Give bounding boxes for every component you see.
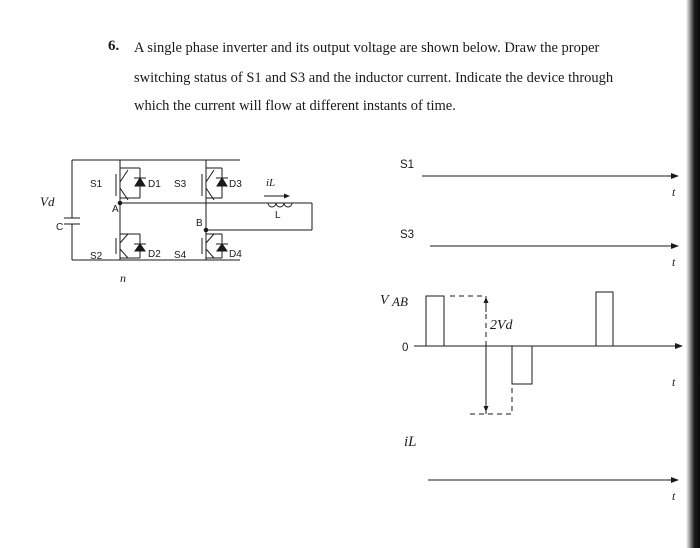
diode-d2 <box>120 234 146 258</box>
question-number: 6. <box>108 38 120 54</box>
s1-label: S1 <box>90 179 103 190</box>
time-label-s1: t <box>672 185 676 199</box>
question-line-3: which the current will flow at different instants of time. <box>134 98 456 114</box>
node-b-label: B <box>196 218 203 229</box>
vab-label-v: V <box>380 293 389 308</box>
question-line-2: switching status of S1 and S3 and the inductor current. Indicate the device through <box>134 70 614 86</box>
il-wave-label: iL <box>404 434 417 450</box>
d4-label: D4 <box>229 249 242 260</box>
time-label-il: t <box>672 489 676 503</box>
inductor-label: L <box>275 210 281 221</box>
question-line-1: A single phase inverter and its output voltage are shown below. Draw the proper <box>134 40 600 56</box>
time-label-vab: t <box>672 375 676 389</box>
d1-label: D1 <box>148 179 161 190</box>
d2-label: D2 <box>148 249 161 260</box>
capacitor-label: C <box>56 222 64 233</box>
source-label: Vd <box>40 194 55 209</box>
d3-label: D3 <box>229 179 242 190</box>
s3-label: S3 <box>174 179 187 190</box>
vab-label-sub: AB <box>392 294 408 309</box>
diode-d4 <box>206 234 228 258</box>
s2-label: S2 <box>90 251 103 262</box>
inductor <box>268 203 292 207</box>
time-label-s3: t <box>672 255 676 269</box>
s1-wave-label: S1 <box>400 159 415 171</box>
node-a-label: A <box>112 204 119 215</box>
switch-s2 <box>116 234 128 258</box>
current-label: iL <box>266 177 276 189</box>
amplitude-label: 2Vd <box>490 318 513 333</box>
bottom-node-label: n <box>120 271 126 285</box>
node-a-dot <box>118 201 122 205</box>
s3-wave-label: S3 <box>400 229 415 241</box>
node-b-dot <box>204 228 208 232</box>
s4-label: S4 <box>174 250 187 261</box>
zero-label: 0 <box>402 342 409 354</box>
switch-s3 <box>202 170 214 200</box>
switch-s1 <box>116 170 128 200</box>
photo-dark-edge <box>686 0 700 548</box>
switch-s4 <box>202 234 214 258</box>
vab-waveform <box>426 292 613 414</box>
